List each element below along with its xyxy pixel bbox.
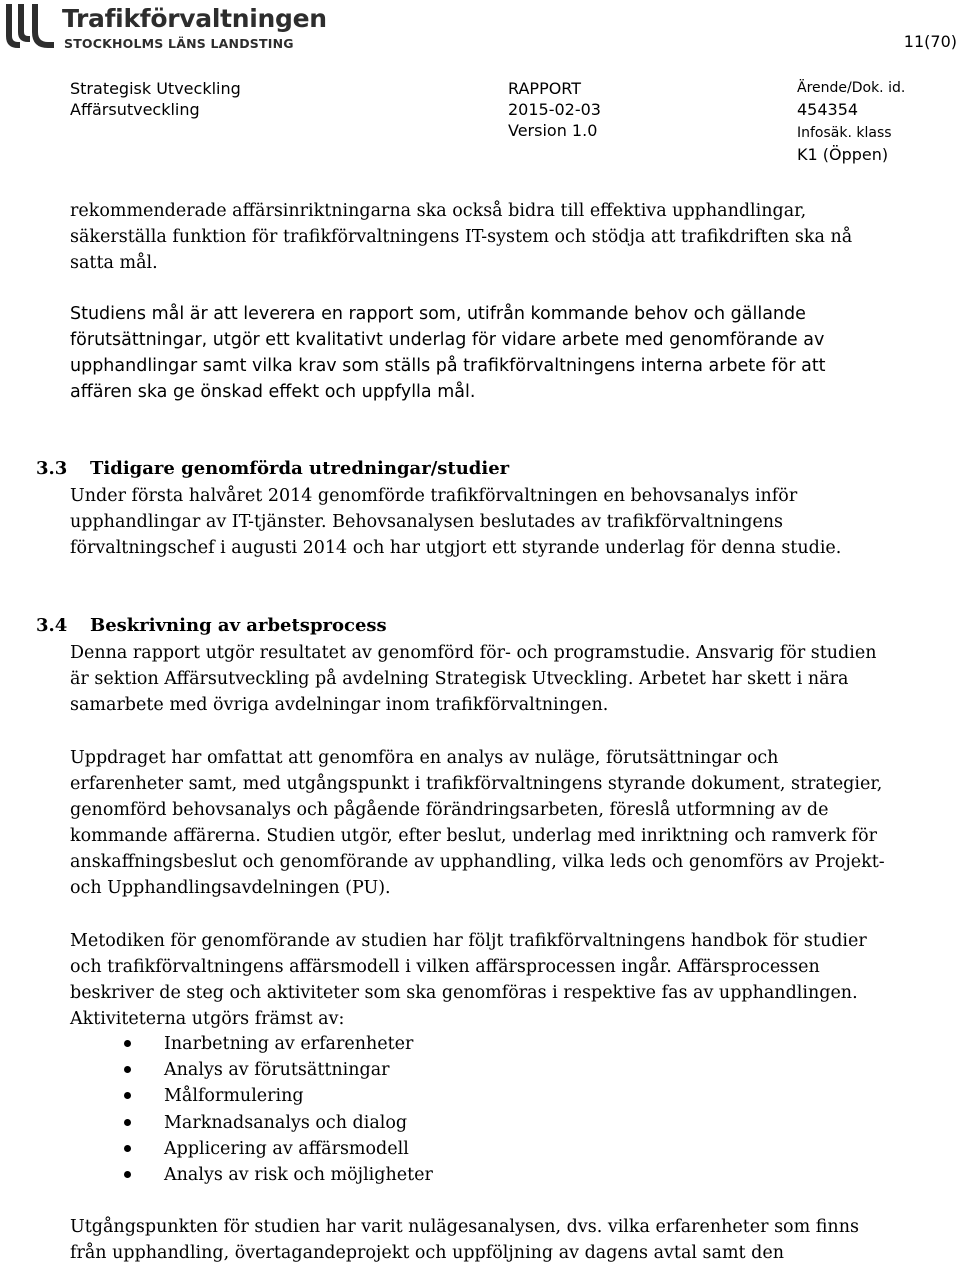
bullet-icon xyxy=(124,1119,131,1126)
header-department xyxy=(70,78,241,120)
document-version: Version 1.0 xyxy=(508,121,598,140)
paragraph-previous-studies: Under första halvåret 2014 genomförde trafikförvaltningen en behovsanalys inför upphandlingar av IT-tjänster. Behovsanalysen beslutades av trafikförvaltningens förvaltningschef i augusti 2014 och har utgjort ett styrande underlag för denna studie. xyxy=(70,486,842,558)
paragraph-work-process: Denna rapport utgör resultatet av genomförd för- och programstudie. Ansvarig för studien är sektion Affärsutveckling på avdelning Strategisk Utveckling. Arbetet har skett i nära samarbete med övriga avdelningar inom trafikförvaltningen. xyxy=(70,643,877,715)
list-item: Applicering av affärsmodell xyxy=(120,1136,433,1162)
paragraph-starting-point: Utgångspunkten för studien har varit nulägesanalysen, dvs. vilka erfarenheter som finns från upphandling, övertagandeprojekt och uppföljning av dagens avtal samt den xyxy=(70,1217,859,1263)
section-title: Tidigare genomförda utredningar/studier xyxy=(90,458,510,479)
bullet-icon xyxy=(124,1145,131,1152)
case-id-label: Ärende/Dok. id. xyxy=(797,80,906,96)
header-classification xyxy=(797,78,905,165)
bullet-icon xyxy=(124,1171,131,1178)
list-item: Marknadsanalys och dialog xyxy=(120,1110,433,1136)
section-number: 3.4 xyxy=(36,615,68,636)
page-number: 11(70) xyxy=(903,32,957,51)
bullet-icon xyxy=(124,1092,131,1099)
bullet-icon xyxy=(124,1040,131,1047)
list-item: Analys av förutsättningar xyxy=(120,1057,433,1083)
section-number: 3.3 xyxy=(36,458,68,479)
bullet-icon xyxy=(124,1066,131,1073)
header-document-info xyxy=(508,78,601,141)
paragraph-assignment: Uppdraget har omfattat att genomföra en analys av nuläge, förutsättningar och erfarenheter samt, med utgångspunkt i trafikförvaltningens styrande dokument, strategier, genomförd behovsanalys och pågående förändringsarbeten, föreslå utformning av de kommande affärerna. Studien utgör, efter beslut, underlag med inriktning och ramverk för anskaffningsbeslut och genomförande av upphandling, vilka leds och genomförs av Projekt- och Upphandlingsavdelningen (PU). xyxy=(70,748,885,898)
activities-list xyxy=(120,1031,433,1188)
section-name: Affärsutveckling xyxy=(70,100,200,119)
paragraph-methodology: Metodiken för genomförande av studien har följt trafikförvaltningens handbok för studier och trafikförvaltningens affärsmodell i vilken affärsprocessen ingår. Affärsprocessen beskriver de steg och aktiviteter som ska genomföras i respektive fas av upphandlingen. Aktiviteterna utgörs främst av: xyxy=(70,931,867,1029)
document-type: RAPPORT xyxy=(508,79,582,98)
list-item: Inarbetning av erfarenheter xyxy=(120,1031,433,1057)
list-item: Målformulering xyxy=(120,1083,433,1109)
security-class-label: Infosäk. klass xyxy=(797,125,892,141)
organization-logo xyxy=(2,2,327,52)
document-date: 2015-02-03 xyxy=(508,100,601,119)
logo-mark-icon xyxy=(2,2,58,52)
section-heading-3-4 xyxy=(36,615,387,636)
case-id-value: 454354 xyxy=(797,100,859,119)
paragraph-study-goal: Studiens mål är att leverera en rapport som, utifrån kommande behov och gällande förutsättningar, utgör ett kvalitativt underlag för vidare arbete med genomförande av upphandlingar samt vilka krav som ställs på trafikförvaltningens interna arbete för att affären ska ge önskad effekt och uppfylla mål. xyxy=(70,304,826,402)
security-class-value: K1 (Öppen) xyxy=(797,145,889,164)
logo-subtitle: STOCKHOLMS LÄNS LANDSTING xyxy=(64,36,294,51)
section-title: Beskrivning av arbetsprocess xyxy=(90,615,387,636)
list-item: Analys av risk och möjligheter xyxy=(120,1162,433,1188)
department-name: Strategisk Utveckling xyxy=(70,79,241,98)
section-heading-3-3 xyxy=(36,458,509,479)
logo-name: Trafikförvaltningen xyxy=(62,4,327,33)
paragraph-intro-continued: rekommenderade affärsinriktningarna ska också bidra till effektiva upphandlingar, säkerställa funktion för trafikförvaltningens IT-system och stödja att trafikdriften ska nå satta mål. xyxy=(70,201,853,273)
